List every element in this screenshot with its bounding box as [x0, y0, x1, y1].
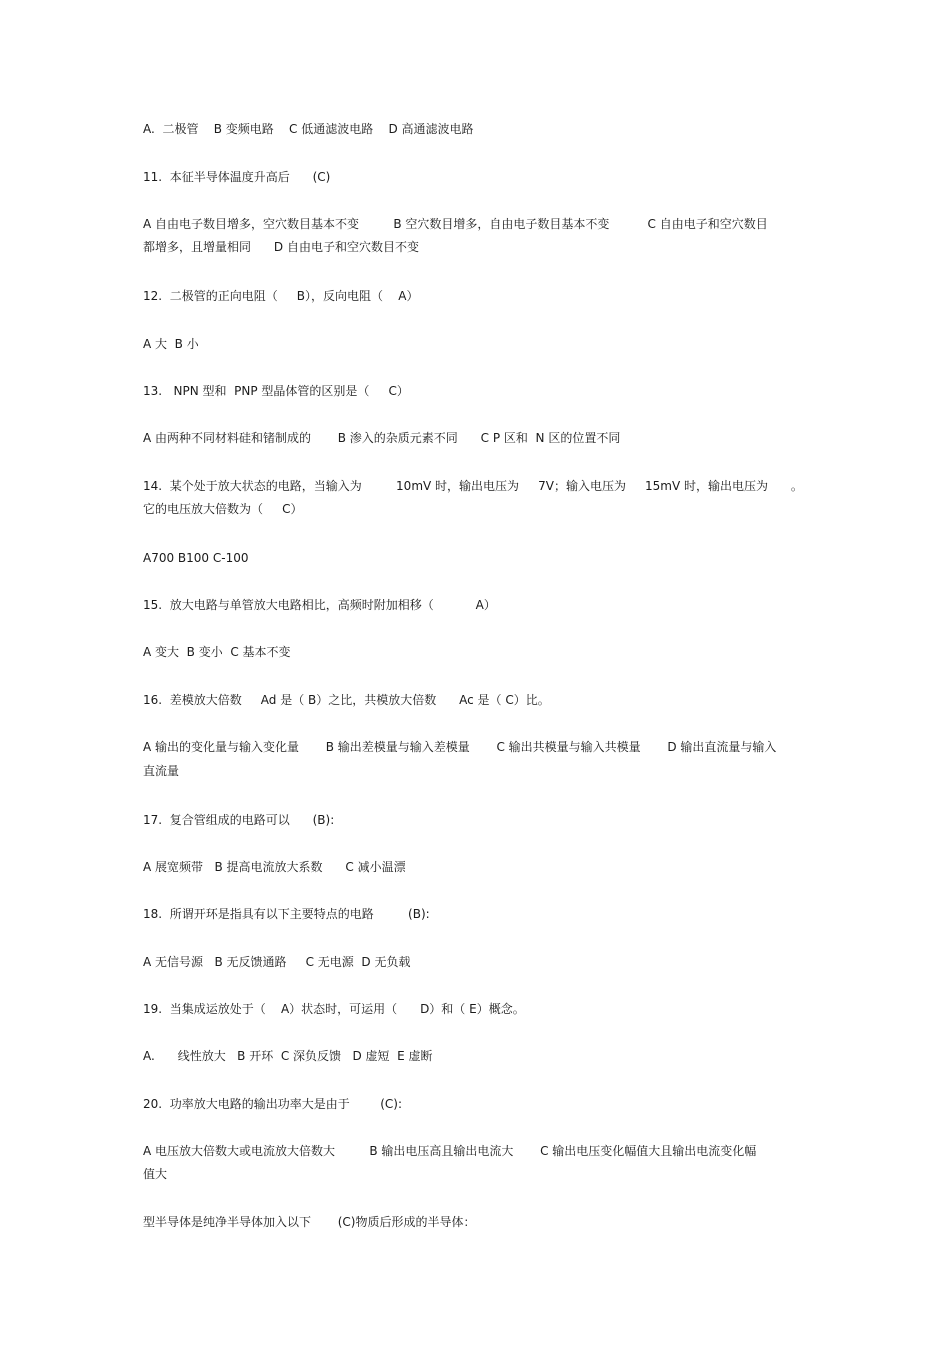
question-12: 12. 二极管的正向电阻（ B），反向电阻（ A）	[143, 289, 419, 303]
answer-options-18: A 无信号源 B 无反馈通路 C 无电源 D 无负载	[143, 955, 411, 969]
answer-options-13: A 由两种不同材料硅和锗制成的 B 渗入的杂质元素不同 C P 区和 N 区的位置不同	[143, 431, 621, 445]
question-19: 19. 当集成运放处于（ A）状态时，可运用（ D）和（ E）概念。	[143, 1002, 525, 1016]
question-13: 13. NPN 型和 PNP 型晶体管的区别是（ C）	[143, 384, 409, 398]
question-14-line-1: 14. 某个处于放大状态的电路，当输入为 10mV 时，输出电压为 7V；输入电压为 15mV 时，输出电压为 。	[143, 479, 803, 493]
answer-options-19: A. 线性放大 B 开环 C 深负反馈 D 虚短 E 虚断	[143, 1049, 433, 1063]
answer-options-12: A 大 B 小	[143, 337, 199, 351]
question-20: 20. 功率放大电路的输出功率大是由于 (C):	[143, 1097, 403, 1111]
question-14-line-2: 它的电压放大倍数为（ C）	[143, 502, 303, 516]
question-16: 16. 差模放大倍数 Ad 是（ B）之比，共模放大倍数 Ac 是（ C）比。	[143, 693, 550, 707]
answer-options-11-line-1: A 自由电子数目增多，空穴数目基本不变 B 空穴数目增多，自由电子数目基本不变 C 自由电子和空穴数目	[143, 217, 768, 231]
question-11: 11. 本征半导体温度升高后 (C)	[143, 170, 331, 184]
answer-options-20-line-1: A 电压放大倍数大或电流放大倍数大 B 输出电压高且输出电流大 C 输出电压变化幅值大且输出电流变化幅	[143, 1144, 757, 1158]
answer-options-17: A 展宽频带 B 提高电流放大系数 C 减小温漂	[143, 860, 406, 874]
answer-options-16-line-1: A 输出的变化量与输入变化量 B 输出差模量与输入差模量 C 输出共模量与输入共模量 D 输出直流量与输入	[143, 740, 777, 754]
answer-options-16-line-2: 直流量	[143, 764, 180, 778]
question-15: 15. 放大电路与单管放大电路相比，高频时附加相移（ A）	[143, 598, 496, 612]
answer-options-14: A700 B100 C-100	[143, 551, 249, 565]
answer-options-20-line-2: 值大	[143, 1167, 168, 1181]
question-17: 17. 复合管组成的电路可以 (B):	[143, 813, 335, 827]
question-21-partial: 型半导体是纯净半导体加入以下 (C)物质后形成的半导体：	[143, 1215, 476, 1229]
answer-options-11-line-2: 都增多，且增量相同 D 自由电子和空穴数目不变	[143, 240, 419, 254]
question-18: 18. 所谓开环是指具有以下主要特点的电路 (B):	[143, 907, 430, 921]
answer-options-15: A 变大 B 变小 C 基本不变	[143, 645, 291, 659]
answer-options-10: A. 二极管 B 变频电路 C 低通滤波电路 D 高通滤波电路	[143, 122, 474, 136]
